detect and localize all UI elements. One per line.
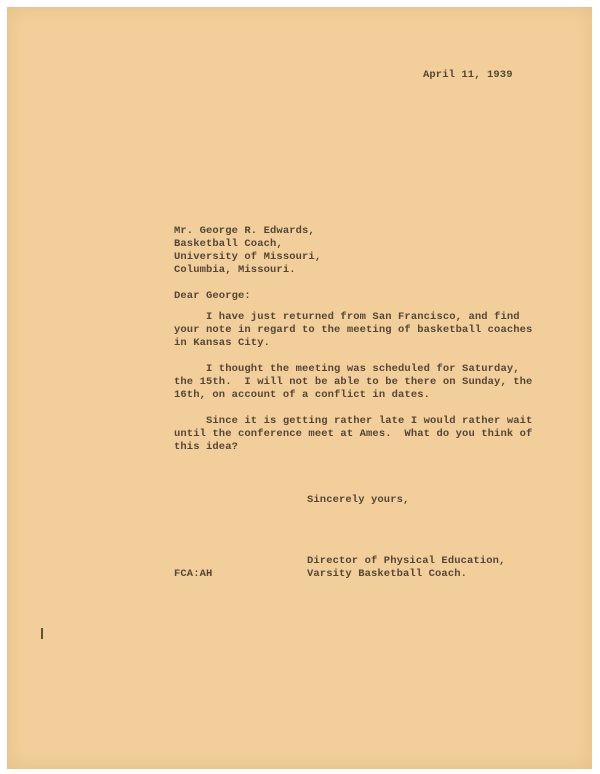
paragraph-2-line-1: I thought the meeting was scheduled for Saturday, xyxy=(174,363,520,375)
closing: Sincerely yours, xyxy=(307,494,410,506)
margin-mark xyxy=(41,628,43,639)
signature-title-line-2: Varsity Basketball Coach. xyxy=(307,568,468,580)
recipient-line-4: Columbia, Missouri. xyxy=(174,264,296,276)
recipient-line-1: Mr. George R. Edwards, xyxy=(174,225,315,237)
paragraph-2-line-3: 16th, on account of a conflict in dates. xyxy=(174,389,431,401)
salutation: Dear George: xyxy=(174,290,251,302)
paragraph-1-line-3: in Kansas City. xyxy=(174,337,271,349)
letter-date: April 11, 1939 xyxy=(423,69,513,81)
recipient-line-2: Basketball Coach, xyxy=(174,238,283,250)
paragraph-2-line-2: the 15th. I will not be able to be there on Sunday, the xyxy=(174,376,533,388)
paragraph-3-line-1: Since it is getting rather late I would rather wait xyxy=(174,415,533,427)
paragraph-3-line-2: until the conference meet at Ames. What do you think of xyxy=(174,428,533,440)
signature-title-line-1: Director of Physical Education, xyxy=(307,555,506,567)
paragraph-3-line-3: this idea? xyxy=(174,441,239,453)
recipient-line-3: University of Missouri, xyxy=(174,251,322,263)
paragraph-1-line-1: I have just returned from San Francisco, and find xyxy=(174,311,520,323)
typist-initials: FCA:AH xyxy=(174,568,213,580)
paragraph-1-line-2: your note in regard to the meeting of basketball coaches xyxy=(174,324,533,336)
